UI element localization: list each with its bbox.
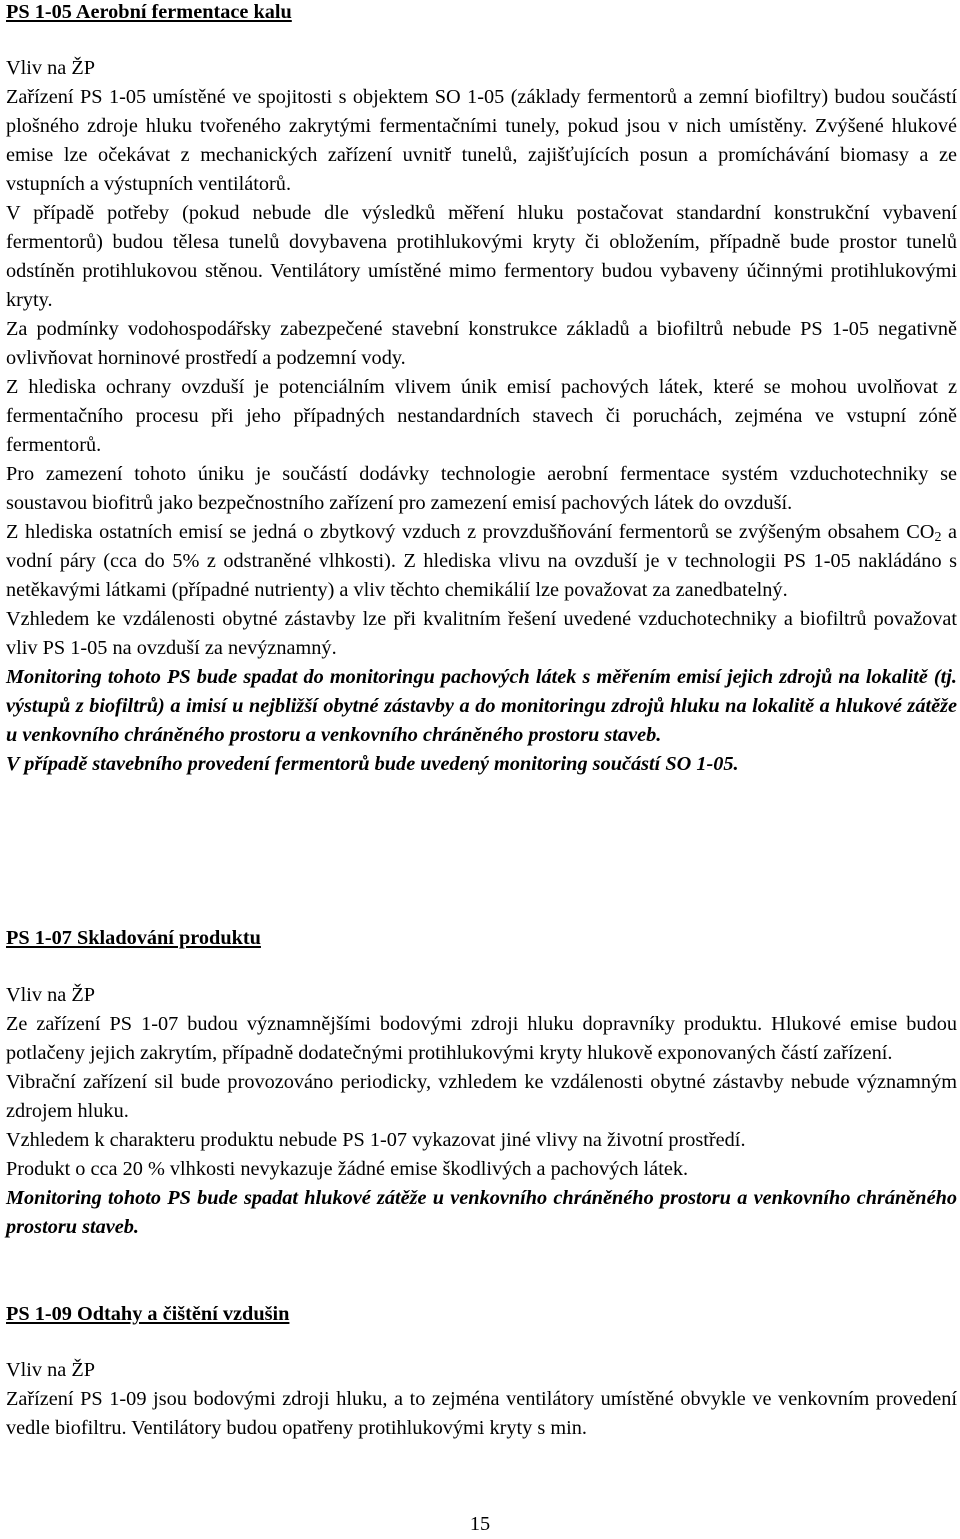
section-body <box>6 1385 957 1443</box>
section-heading: PS 1-07 Skladování produktu <box>6 927 261 949</box>
paragraph: Vibrační zařízení sil bude provozováno periodicky, vzhledem ke vzdálenosti obytné zástavby nebude významným zdrojem hluku. <box>6 1071 957 1122</box>
paragraph: Zařízení PS 1-05 umístěné ve spojitosti s objektem SO 1-05 (základy fermentorů a zemní biofiltry) budou součástí plošného zdroje hluku tvořeného zakrytými fermentačními tunely, pokud jsou v nich umístěny. Zvýšené hlukové emise lze očekávat z mechanických zařízení uvnitř tunelů, zajišťujících posun a promíchávání biomasy a ze vstupních a výstupních ventilátorů. <box>6 86 957 195</box>
paragraph: Zařízení PS 1-09 jsou bodovými zdroji hluku, a to zejména ventilátory umístěné obvykle ve venkovním provedení vedle biofiltru. Ventilátory budou opatřeny protihlukovými kryty s min. <box>6 1388 957 1439</box>
paragraph: V případě potřeby (pokud nebude dle výsledků měření hluku postačovat standardní konstrukční vybavení fermentorů) budou tělesa tunelů dovybavena protihlukovými kryty či obložením, případně bude prostor tunelů odstíněn protihlukovou stěnou. Ventilátory umístěné mimo fermentory budou vybaveny účinnými protihlukovými kryty. <box>6 202 957 311</box>
paragraph-emissions <box>6 518 957 605</box>
text: a vodní páry (cca do 5% z odstraněné vlhkosti). Z hlediska vlivu na ovzduší je v technologii PS 1-05 nakládáno s netěkavými látkami (případné nutrienty) a vliv těchto chemikálií lze považovat za zanedbatelný. <box>6 521 957 601</box>
page-number: 15 <box>469 1513 491 1535</box>
monitoring-paragraph: Monitoring tohoto PS bude spadat hlukové zátěže u venkovního chráněného prostoru a venkovního chráněného prostoru staveb. <box>6 1187 957 1238</box>
paragraph: Ze zařízení PS 1-07 budou významnějšími bodovými zdroji hluku dopravníky produktu. Hlukové emise budou potlačeny jejich zakrytím, případně dodatečnými protihlukovými kryty hlukově exponovaných částí zařízení. <box>6 1013 957 1064</box>
paragraph: Vzhledem ke vzdálenosti obytné zástavby lze při kvalitním řešení uvedené vzduchotechniky a biofiltrů považovat vliv PS 1-05 na ovzduší za nevýznamný. <box>6 608 957 659</box>
monitoring-paragraph: V případě stavebního provedení fermentorů bude uvedený monitoring součástí SO 1-05. <box>6 753 739 775</box>
section-subheading: Vliv na ŽP <box>6 57 96 79</box>
section-subheading: Vliv na ŽP <box>6 984 96 1006</box>
text: Z hlediska ostatních emisí se jedná o zbytkový vzduch z provzdušňování fermentorů se zvýšeným obsahem CO <box>6 521 935 543</box>
section-heading: PS 1-09 Odtahy a čištění vzdušin <box>6 1303 290 1325</box>
subscript: 2 <box>934 530 942 545</box>
section-heading: PS 1-05 Aerobní fermentace kalu <box>6 1 292 23</box>
section-body <box>6 83 957 779</box>
monitoring-paragraph: Monitoring tohoto PS bude spadat do monitoringu pachových látek s měřením emisí jejich zdrojů na lokalitě (tj. výstupů z biofiltrů) a imisí u nejbližší obytné zástavby a do monitoringu zdrojů hluku na lokalitě a hlukové zátěže u venkovního chráněného prostoru a venkovního chráněného prostoru staveb. <box>6 666 957 746</box>
section-body <box>6 1010 957 1242</box>
paragraph: Z hlediska ochrany ovzduší je potenciálním vlivem únik emisí pachových látek, které se mohou uvolňovat z fermentačního procesu při jeho případných nestandardních stavech či poruchách, zejména ve vstupní zóně fermentorů. <box>6 376 957 456</box>
paragraph: Pro zamezení tohoto úniku je součástí dodávky technologie aerobní fermentace systém vzduchotechniky se soustavou biofitrů jako bezpečnostního zařízení pro zamezení emisí pachových látek do ovzduší. <box>6 463 957 514</box>
paragraph: Za podmínky vodohospodářsky zabezpečené stavební konstrukce základů a biofiltrů nebude PS 1-05 negativně ovlivňovat horninové prostředí a podzemní vody. <box>6 318 957 369</box>
paragraph: Vzhledem k charakteru produktu nebude PS 1-07 vykazovat jiné vlivy na životní prostředí. <box>6 1129 746 1151</box>
paragraph: Produkt o cca 20 % vlhkosti nevykazuje žádné emise škodlivých a pachových látek. <box>6 1158 689 1180</box>
section-subheading: Vliv na ŽP <box>6 1359 96 1381</box>
